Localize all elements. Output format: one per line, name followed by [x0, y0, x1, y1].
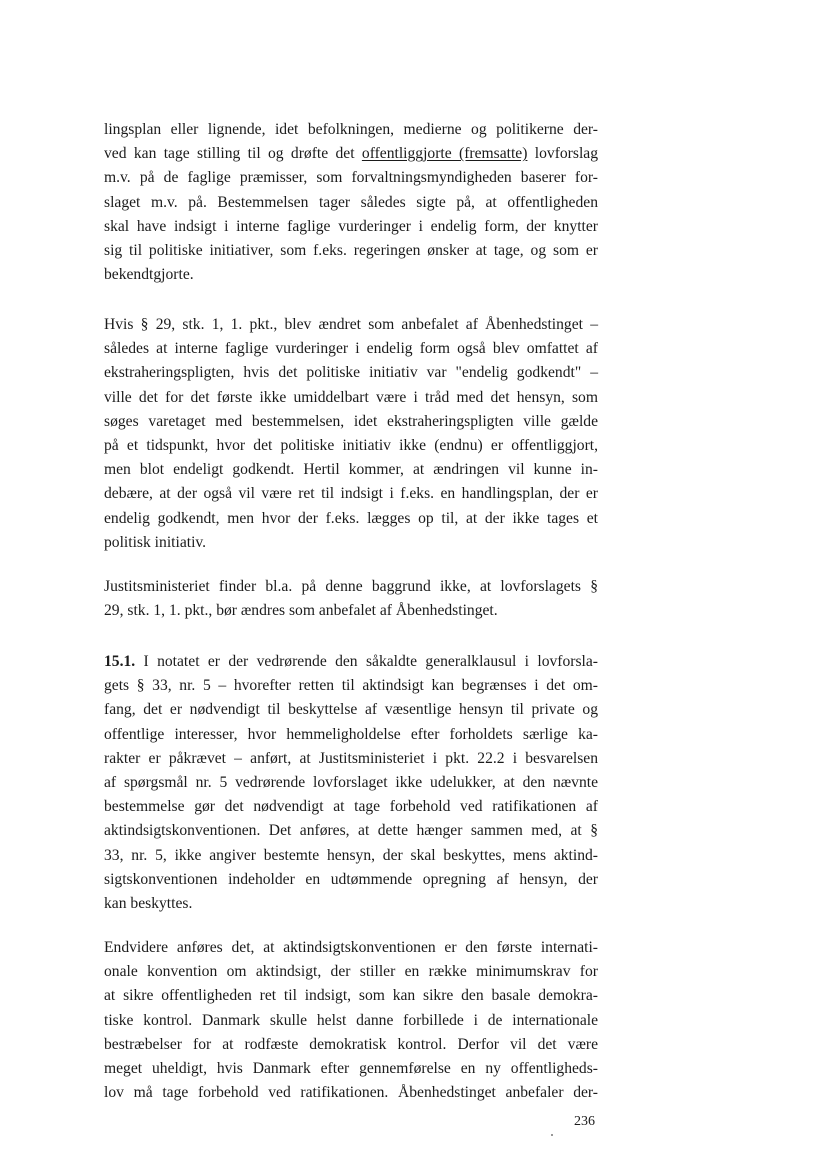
paragraph-1: [104, 118, 598, 287]
text-line: [104, 650, 598, 674]
text-line: lov må tage forbehold ved ratifikationen. Åbenhedstinget anbefaler der-: [104, 1084, 598, 1102]
text-line: sigtskonventionen indeholder en udtømmende opregning af hensyn, der: [104, 870, 598, 888]
text-segment: lovforslag: [534, 145, 598, 163]
paragraph-2: [104, 313, 598, 555]
section-number: 15.1.: [104, 653, 136, 670]
text-line: rakter er påkrævet – anført, at Justitsministeriet i pkt. 22.2 i besvarelsen: [104, 749, 598, 767]
text-line: bestemmelse gør det nødvendigt at tage forbehold ved ratifikationen af: [104, 798, 598, 816]
text-line: bekendtgjorte.: [104, 266, 194, 284]
text-line: [104, 142, 598, 166]
text-line: gets § 33, nr. 5 – hvorefter retten til aktindsigt kan begrænses i det om-: [104, 677, 598, 695]
paragraph-5: [104, 936, 598, 1105]
text-line: men blot endeligt godkendt. Hertil kommer, at ændringen vil kunne in-: [104, 461, 598, 479]
text-line: offentlige interesser, hvor hemmeligholdelse efter forholdets særlige ka-: [104, 725, 598, 743]
text-line: Hvis § 29, stk. 1, 1. pkt., blev ændret som anbefalet af Åbenhedstinget –: [104, 316, 598, 333]
paragraph-15-1: [104, 650, 598, 916]
text-line: sig til politiske initiativer, som f.eks. regeringen ønsker at tage, og som er: [104, 241, 598, 259]
text-line: meget uheldigt, hvis Danmark efter gennemførelse en ny offentligheds-: [104, 1059, 598, 1077]
text-line: skal have indsigt i interne faglige vurderinger i endelig form, der knytter: [104, 217, 598, 235]
text-line: at sikre offentligheden ret til indsigt, som kan sikre den basale demokra-: [104, 987, 598, 1005]
text-segment: I notatet er der vedrørende den såkaldte generalklausul i lovforsla-: [135, 653, 598, 670]
text-line: onale konvention om aktindsigt, der stiller en række minimumskrav for: [104, 963, 598, 981]
text-line: af spørgsmål nr. 5 vedrørende lovforslaget ikke udelukker, at den nævnte: [104, 773, 598, 791]
text-line: bestræbelser for at rodfæste demokratisk kontrol. Derfor vil det være: [104, 1035, 598, 1053]
text-line: 33, nr. 5, ikke angiver bestemte hensyn, der skal beskyttes, mens aktind-: [104, 846, 598, 864]
text-line: Justitsministeriet finder bl.a. på denne baggrund ikke, at lovforslagets §: [104, 578, 598, 595]
text-segment: ved kan tage stilling til og drøfte det: [104, 145, 355, 163]
text-line: ville det for det første ikke umiddelbart være i tråd med det hensyn, som: [104, 388, 598, 406]
text-line: således at interne faglige vurderinger i endelig form også blev omfattet af: [104, 340, 598, 358]
text-line: søges varetaget med bestemmelsen, idet ekstraheringspligten ville gælde: [104, 412, 598, 430]
text-line: ekstraheringspligten, hvis det politiske initiativ var "endelig godkendt" –: [104, 364, 598, 382]
text-line: på et tidspunkt, hvor det politiske initiativ ikke (endnu) er offentliggjort,: [104, 436, 598, 454]
text-line: slaget m.v. på. Bestemmelsen tager således sigte på, at offentligheden: [104, 193, 598, 211]
page-number: 236: [574, 1114, 595, 1129]
text-line: debære, at der også vil være ret til indsigt i f.eks. en handlingsplan, der er: [104, 485, 598, 503]
text-line: 29, stk. 1, 1. pkt., bør ændres som anbefalet af Åbenhedstinget.: [104, 602, 498, 620]
text-line: endelig godkendt, men hvor der f.eks. lægges op til, at der ikke tages et: [104, 509, 598, 527]
underlined-phrase: offentliggjorte (fremsatte): [361, 145, 528, 163]
text-line: aktindsigtskonventionen. Det anføres, at dette hænger sammen med, at §: [104, 822, 598, 840]
text-line: lingsplan eller lignende, idet befolkningen, medierne og politikerne der-: [104, 121, 598, 138]
text-line: fang, det er nødvendigt til beskyttelse af væsentlige hensyn til private og: [104, 701, 598, 719]
text-line: politisk initiativ.: [104, 533, 207, 551]
text-line: Endvidere anføres det, at aktindsigtskonventionen er den første internati-: [104, 939, 598, 956]
scan-speck: [551, 1134, 553, 1136]
paragraph-3: [104, 575, 598, 623]
text-line: kan beskyttes.: [104, 894, 193, 912]
text-line: m.v. på de faglige præmisser, som forvaltningsmyndigheden baserer for-: [104, 169, 598, 187]
text-line: tiske kontrol. Danmark skulle helst danne forbillede i de internationale: [104, 1011, 598, 1029]
